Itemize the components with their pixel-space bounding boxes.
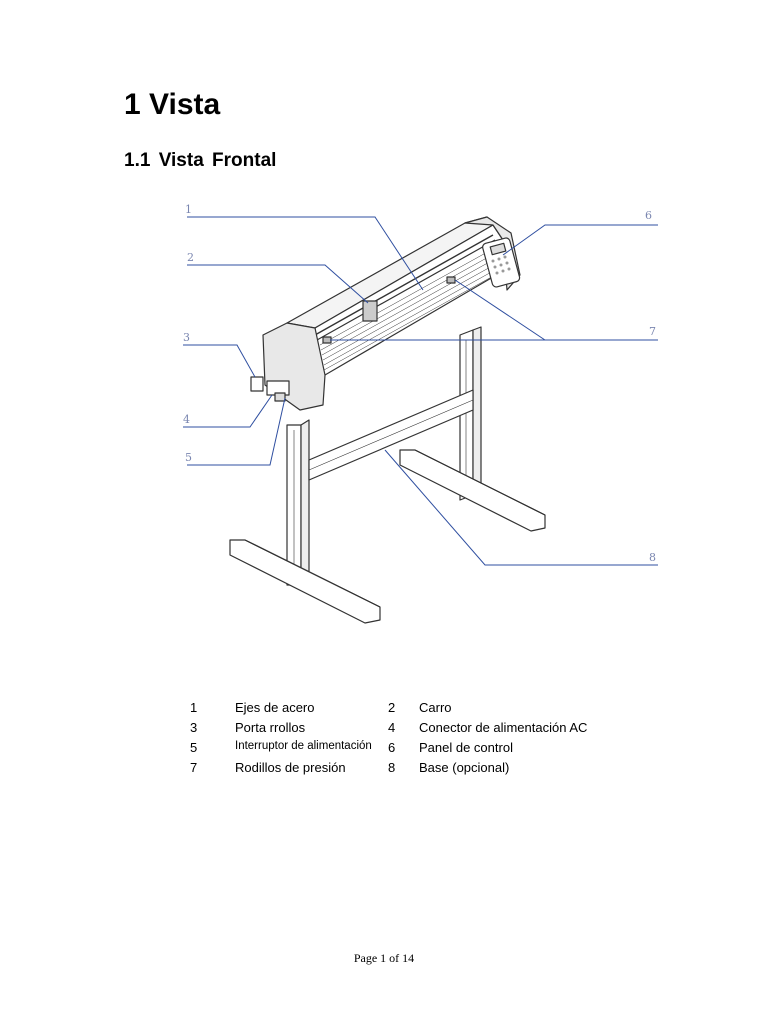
legend-label: Carro	[419, 700, 452, 715]
callout-6: 6	[645, 209, 652, 222]
legend-number: 4	[388, 720, 396, 735]
legend-label: Rodillos de presión	[235, 760, 346, 775]
legend-label: Conector de alimentación AC	[419, 720, 588, 735]
legend-number: 5	[190, 740, 198, 755]
legend-label: Interruptor de alimentación	[235, 740, 372, 752]
callout-4: 4	[183, 413, 190, 426]
callout-3: 3	[183, 331, 190, 344]
legend-label: Ejes de acero	[235, 700, 315, 715]
callout-7: 7	[649, 325, 656, 338]
legend-number: 6	[388, 740, 396, 755]
legend-number: 7	[190, 760, 198, 775]
legend-number: 3	[190, 720, 198, 735]
callout-8: 8	[649, 551, 656, 564]
page-footer: Page 1 of 14	[353, 951, 415, 965]
legend-label: Base (opcional)	[419, 760, 510, 775]
stand-feet	[230, 450, 545, 623]
subsection-heading: 1.1 Vista Frontal	[124, 150, 277, 171]
legend-label: Panel de control	[419, 740, 513, 755]
cutting-plotter-diagram	[175, 195, 695, 645]
legend-label: Porta rrollos	[235, 720, 306, 735]
callout-2: 2	[187, 251, 194, 264]
legend-number: 2	[388, 700, 396, 715]
callout-1: 1	[185, 203, 192, 216]
legend-number: 8	[388, 760, 396, 775]
legend-number: 1	[190, 700, 198, 715]
section-heading: 1 Vista	[124, 88, 221, 121]
callout-5: 5	[185, 451, 192, 464]
